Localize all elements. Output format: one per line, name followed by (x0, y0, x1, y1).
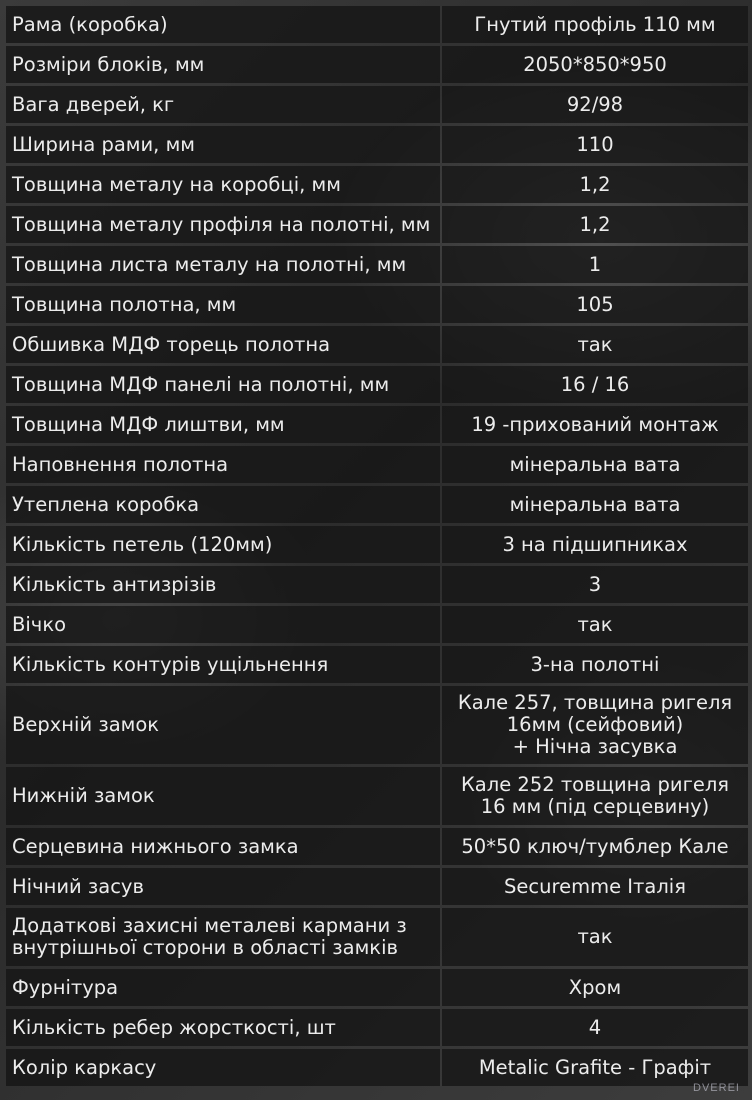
spec-value: 50*50 ключ/тумблер Кале (442, 828, 748, 865)
spec-value: 1,2 (442, 206, 748, 243)
spec-value: 105 (442, 286, 748, 323)
spec-value: 4 (442, 1009, 748, 1046)
spec-value: Securemme Італія (442, 868, 748, 905)
spec-label: Фурнітура (6, 969, 440, 1006)
spec-value: Metalic Grafite - Графіт (442, 1049, 748, 1086)
table-row (6, 6, 748, 43)
spec-label: Товщина МДФ панелі на полотні, мм (6, 366, 440, 403)
spec-value: Гнутий профіль 110 мм (442, 6, 748, 43)
spec-label: Нижній замок (6, 767, 440, 825)
table-row (6, 486, 748, 523)
spec-label: Ширина рами, мм (6, 126, 440, 163)
table-row (6, 86, 748, 123)
table-row (6, 969, 748, 1006)
spec-value: Кале 257, товщина ригеля 16мм (сейфовий) + Нічна засувка (442, 686, 748, 764)
spec-value: 3-на полотні (442, 646, 748, 683)
table-row (6, 166, 748, 203)
table-row (6, 1009, 748, 1046)
spec-label: Кількість ребер жорсткості, шт (6, 1009, 440, 1046)
spec-value: 92/98 (442, 86, 748, 123)
spec-value: Хром (442, 969, 748, 1006)
spec-label: Нічний засув (6, 868, 440, 905)
spec-value: 3 на підшипниках (442, 526, 748, 563)
table-row (6, 126, 748, 163)
spec-label: Колір каркасу (6, 1049, 440, 1086)
spec-value: мінеральна вата (442, 446, 748, 483)
spec-value: так (442, 326, 748, 363)
spec-label: Розміри блоків, мм (6, 46, 440, 83)
spec-value: Кале 252 товщина ригеля 16 мм (під серцевину) (442, 767, 748, 825)
spec-label: Вічко (6, 606, 440, 643)
table-row (6, 686, 748, 764)
specifications-table (4, 3, 750, 1089)
table-row (6, 46, 748, 83)
spec-label: Обшивка МДФ торець полотна (6, 326, 440, 363)
spec-label: Товщина металу на коробці, мм (6, 166, 440, 203)
spec-label: Вага дверей, кг (6, 86, 440, 123)
spec-value: 3 (442, 566, 748, 603)
spec-label: Товщина МДФ лиштви, мм (6, 406, 440, 443)
spec-label: Утеплена коробка (6, 486, 440, 523)
table-row (6, 246, 748, 283)
table-row (6, 828, 748, 865)
table-row (6, 606, 748, 643)
table-row (6, 286, 748, 323)
spec-label: Кількість контурів ущільнення (6, 646, 440, 683)
spec-value: мінеральна вата (442, 486, 748, 523)
spec-label: Кількість антизрізів (6, 566, 440, 603)
table-row (6, 526, 748, 563)
table-row (6, 446, 748, 483)
watermark-logo: DVEREI (693, 1082, 740, 1094)
spec-label: Рама (коробка) (6, 6, 440, 43)
table-row (6, 646, 748, 683)
table-row (6, 767, 748, 825)
table-row (6, 908, 748, 966)
table-row (6, 366, 748, 403)
spec-value: 16 / 16 (442, 366, 748, 403)
table-row (6, 566, 748, 603)
spec-label: Товщина листа металу на полотні, мм (6, 246, 440, 283)
table-row (6, 406, 748, 443)
spec-value: 1,2 (442, 166, 748, 203)
spec-label: Додаткові захисні металеві кармани з внутрішньої сторони в області замків (6, 908, 440, 966)
spec-label: Верхній замок (6, 686, 440, 764)
spec-value: так (442, 606, 748, 643)
spec-label: Кількість петель (120мм) (6, 526, 440, 563)
spec-value: 2050*850*950 (442, 46, 748, 83)
table-row (6, 868, 748, 905)
table-row (6, 1049, 748, 1086)
spec-value: 19 -прихований монтаж (442, 406, 748, 443)
spec-label: Наповнення полотна (6, 446, 440, 483)
spec-label: Товщина полотна, мм (6, 286, 440, 323)
spec-value: так (442, 908, 748, 966)
table-row (6, 326, 748, 363)
spec-label: Серцевина нижнього замка (6, 828, 440, 865)
table-row (6, 206, 748, 243)
spec-label: Товщина металу профіля на полотні, мм (6, 206, 440, 243)
spec-value: 110 (442, 126, 748, 163)
spec-value: 1 (442, 246, 748, 283)
